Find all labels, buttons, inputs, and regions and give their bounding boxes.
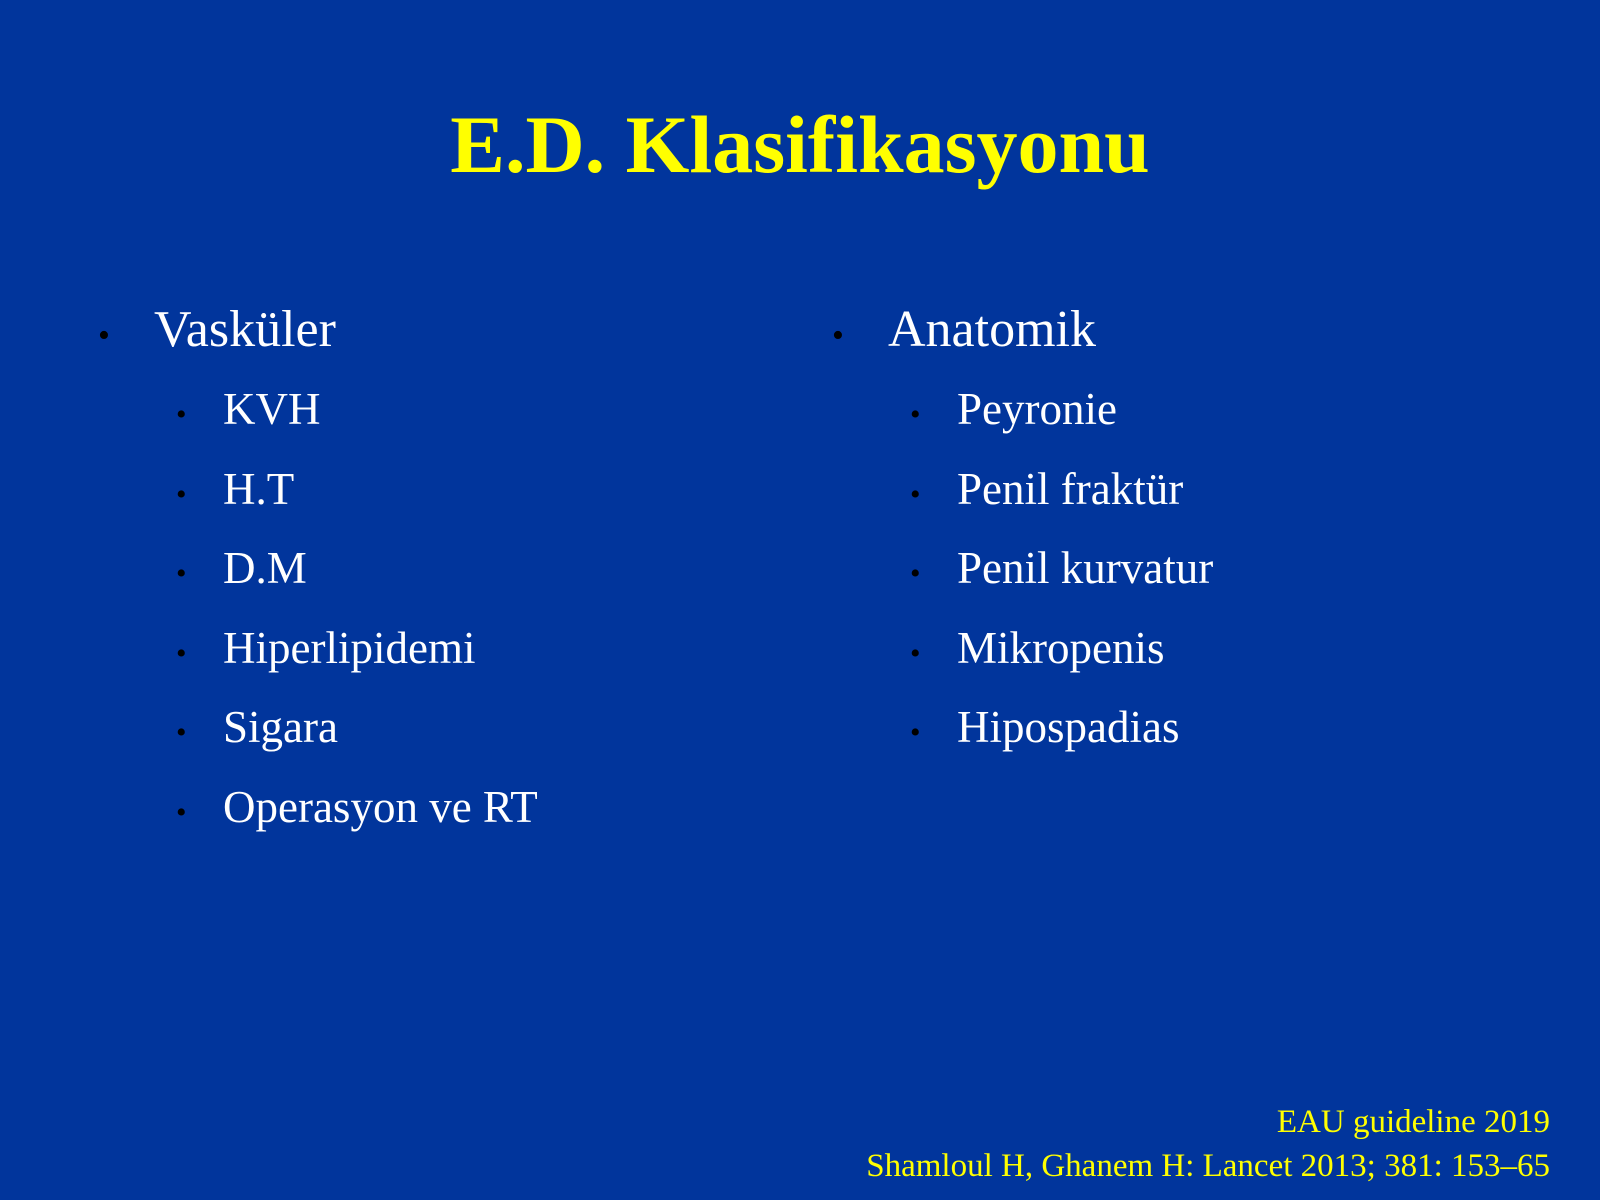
list-item (176, 529, 538, 609)
bullet-icon: • (98, 317, 110, 354)
bullet-icon: • (910, 557, 921, 590)
left-sub-list (98, 370, 538, 847)
slide-title: E.D. Klasifikasyonu (450, 99, 1150, 190)
bullet-icon: • (176, 557, 187, 590)
list-item-label: D.M (223, 543, 307, 593)
list-item (176, 768, 538, 848)
main-bullet-item (98, 290, 538, 370)
reference-line: Shamloul H, Ghanem H: Lancet 2013; 381: 153–65 (866, 1148, 1550, 1184)
list-item-label: Penil kurvatur (957, 543, 1214, 593)
list-item (176, 609, 538, 689)
list-item-label: Peyronie (957, 384, 1117, 434)
list-item-label: H.T (223, 463, 295, 514)
bullet-icon: • (176, 477, 187, 511)
bullet-icon: • (176, 716, 187, 749)
left-column (98, 290, 538, 847)
list-item (176, 370, 538, 450)
left-column-heading: Vasküler (154, 301, 336, 358)
list-item-label: Sigara (223, 702, 338, 752)
bullet-icon: • (910, 398, 921, 431)
right-column (832, 290, 1213, 768)
list-item-label: KVH (223, 384, 321, 434)
right-column-heading: Anatomik (888, 301, 1096, 358)
list-item-label: Hiperlipidemi (223, 622, 476, 673)
list-item (176, 450, 538, 530)
bullet-icon: • (910, 477, 921, 511)
main-bullet-item (832, 290, 1213, 370)
bullet-icon: • (176, 398, 187, 431)
right-sub-list (832, 370, 1213, 768)
list-item (910, 688, 1213, 768)
list-item-label: Penil fraktür (957, 463, 1184, 514)
list-item (910, 450, 1213, 530)
bullet-icon: • (176, 636, 187, 670)
list-item (910, 529, 1213, 609)
list-item (910, 370, 1213, 450)
bullet-icon: • (910, 716, 921, 749)
list-item-label: Mikropenis (957, 622, 1165, 673)
bullet-icon: • (910, 636, 921, 670)
list-item (910, 609, 1213, 689)
reference-line: EAU guideline 2019 (1276, 1104, 1550, 1140)
references (866, 1100, 1550, 1188)
list-item-label: Operasyon ve RT (223, 781, 538, 832)
bullet-icon: • (176, 795, 187, 829)
bullet-icon: • (832, 317, 844, 354)
list-item-label: Hipospadias (957, 702, 1180, 752)
list-item (176, 688, 538, 768)
